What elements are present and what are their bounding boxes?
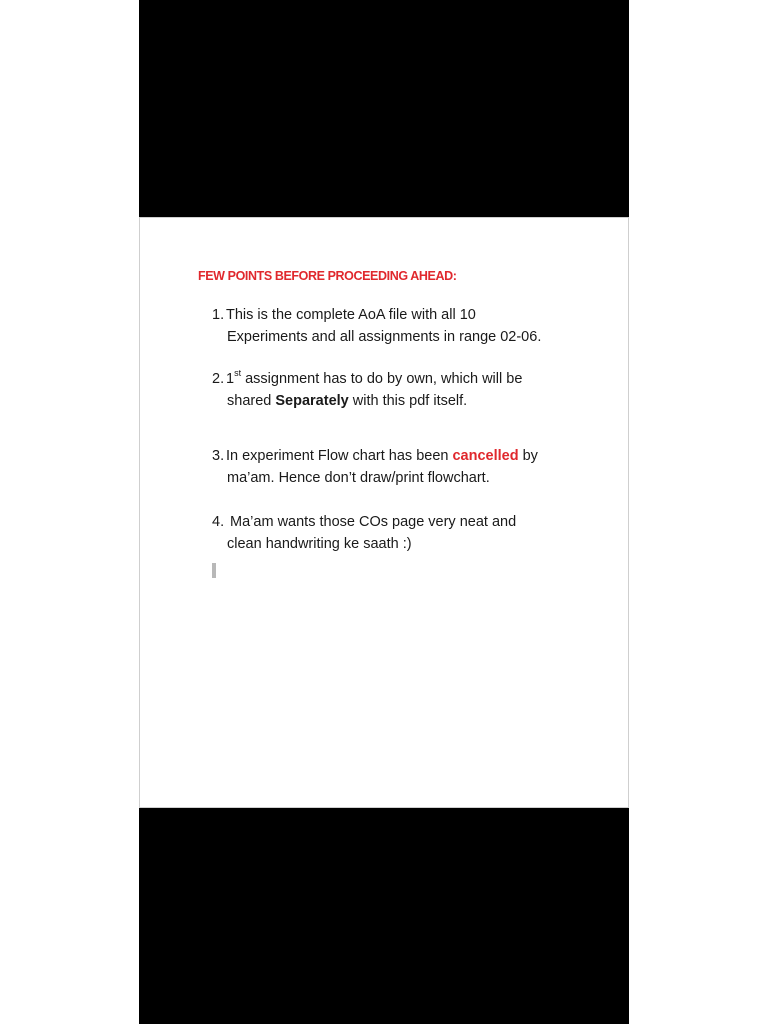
list-item-3 xyxy=(212,445,612,489)
list-item-line: This is the complete AoA file with all 10 xyxy=(226,307,476,323)
superscript: st xyxy=(234,368,242,379)
list-item-number: 4. xyxy=(212,514,225,530)
text-cursor xyxy=(212,563,216,578)
list-item-line: Experiments and all assignments in range 02-06. xyxy=(227,329,542,345)
list-item-line: 1st assignment has to do by own, which will be xyxy=(226,368,523,387)
list-item-line: clean handwriting ke saath :) xyxy=(227,536,412,552)
list-item-number: 3. xyxy=(212,448,225,464)
document-heading: FEW POINTS BEFORE PROCEEDING AHEAD: xyxy=(198,269,457,283)
highlight-text: cancelled xyxy=(452,448,519,464)
bold-text: Separately xyxy=(275,393,349,409)
list-item-line: shared Separately with this pdf itself. xyxy=(227,393,468,409)
list-item-number: 1. xyxy=(212,307,225,323)
list-item-4 xyxy=(212,511,612,555)
list-item-2 xyxy=(212,368,612,412)
list-item-line: In experiment Flow chart has been cancelled by xyxy=(226,448,538,464)
list-item-1 xyxy=(212,304,612,348)
list-item-line: Ma’am wants those COs page very neat and xyxy=(226,514,517,530)
letterbox-frame xyxy=(139,0,629,1024)
list-item-number: 2. xyxy=(212,371,225,387)
document-page xyxy=(139,217,629,808)
list-item-line: ma’am. Hence don’t draw/print flowchart. xyxy=(227,470,490,486)
